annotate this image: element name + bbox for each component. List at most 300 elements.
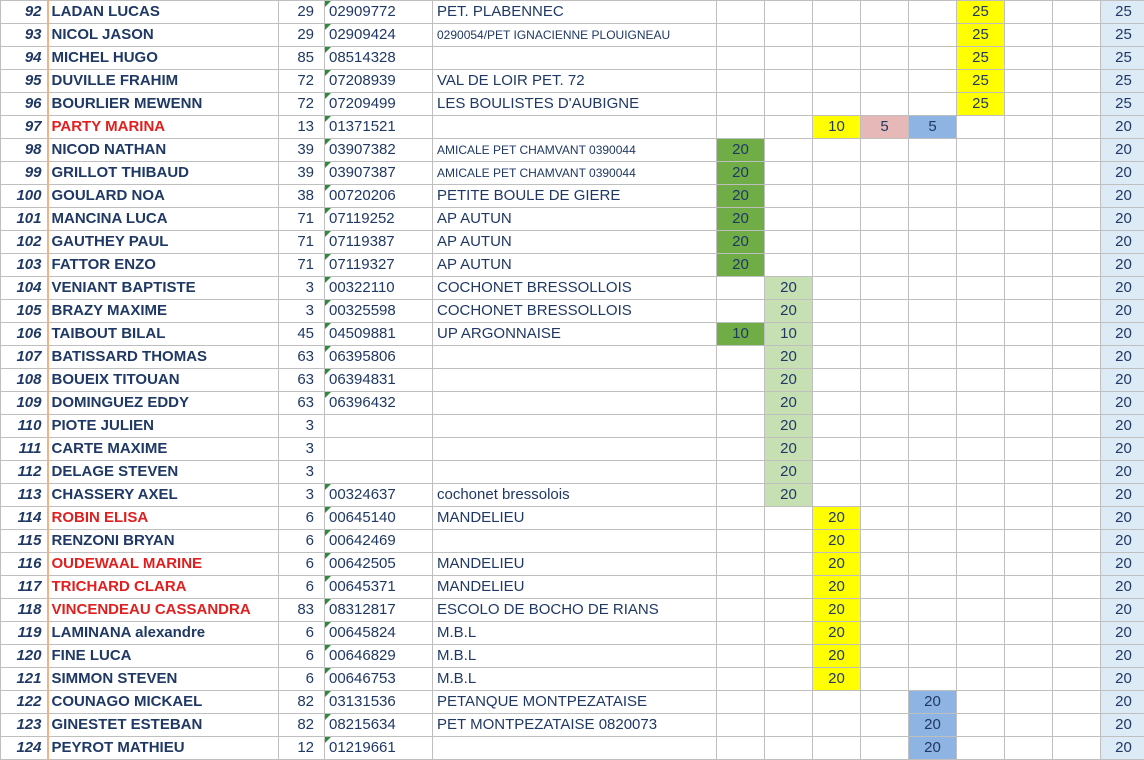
score-cell[interactable]: 20 <box>765 369 813 392</box>
club-cell[interactable] <box>433 461 717 484</box>
player-name-cell[interactable]: SIMMON STEVEN <box>48 668 279 691</box>
score-cell[interactable] <box>861 461 909 484</box>
department-cell[interactable]: 71 <box>279 208 325 231</box>
score-cell[interactable] <box>813 461 861 484</box>
department-cell[interactable]: 3 <box>279 461 325 484</box>
score-cell[interactable] <box>861 185 909 208</box>
score-cell[interactable] <box>909 599 957 622</box>
score-cell[interactable] <box>1053 116 1101 139</box>
score-cell[interactable]: 10 <box>813 116 861 139</box>
player-name-cell[interactable]: LADAN LUCAS <box>48 1 279 24</box>
total-cell[interactable]: 20 <box>1101 116 1144 139</box>
row-number-cell[interactable]: 108 <box>1 369 48 392</box>
score-cell[interactable] <box>813 70 861 93</box>
department-cell[interactable]: 38 <box>279 185 325 208</box>
score-cell[interactable] <box>861 139 909 162</box>
license-cell[interactable] <box>325 461 433 484</box>
player-name-cell[interactable]: NICOL JASON <box>48 24 279 47</box>
department-cell[interactable]: 29 <box>279 24 325 47</box>
score-cell[interactable]: 20 <box>813 553 861 576</box>
score-cell[interactable] <box>765 691 813 714</box>
license-cell[interactable]: 07209499 <box>325 93 433 116</box>
score-cell[interactable] <box>957 599 1005 622</box>
score-cell[interactable] <box>957 553 1005 576</box>
score-cell[interactable]: 20 <box>813 622 861 645</box>
player-name-cell[interactable]: COUNAGO MICKAEL <box>48 691 279 714</box>
score-cell[interactable] <box>861 530 909 553</box>
score-cell[interactable] <box>909 392 957 415</box>
score-cell[interactable] <box>717 507 765 530</box>
score-cell[interactable] <box>813 323 861 346</box>
score-cell[interactable] <box>909 484 957 507</box>
score-cell[interactable]: 20 <box>765 415 813 438</box>
row-number-cell[interactable]: 105 <box>1 300 48 323</box>
score-cell[interactable] <box>1053 277 1101 300</box>
player-name-cell[interactable]: LAMINANA alexandre <box>48 622 279 645</box>
score-cell[interactable] <box>717 645 765 668</box>
score-cell[interactable] <box>861 392 909 415</box>
department-cell[interactable]: 12 <box>279 737 325 760</box>
total-cell[interactable]: 20 <box>1101 208 1144 231</box>
club-cell[interactable]: AMICALE PET CHAMVANT 0390044 <box>433 139 717 162</box>
license-cell[interactable]: 07119327 <box>325 254 433 277</box>
score-cell[interactable] <box>717 1 765 24</box>
score-cell[interactable] <box>1005 530 1053 553</box>
score-cell[interactable] <box>861 24 909 47</box>
score-cell[interactable] <box>957 668 1005 691</box>
license-cell[interactable]: 06396432 <box>325 392 433 415</box>
score-cell[interactable] <box>1005 208 1053 231</box>
row-number-cell[interactable]: 106 <box>1 323 48 346</box>
score-cell[interactable] <box>1053 599 1101 622</box>
score-cell[interactable] <box>909 300 957 323</box>
score-cell[interactable] <box>1005 622 1053 645</box>
row-number-cell[interactable]: 122 <box>1 691 48 714</box>
row-number-cell[interactable]: 116 <box>1 553 48 576</box>
score-cell[interactable] <box>861 438 909 461</box>
score-cell[interactable] <box>1053 185 1101 208</box>
license-cell[interactable]: 07208939 <box>325 70 433 93</box>
club-cell[interactable]: MANDELIEU <box>433 553 717 576</box>
row-number-cell[interactable]: 117 <box>1 576 48 599</box>
player-name-cell[interactable]: DUVILLE FRAHIM <box>48 70 279 93</box>
score-cell[interactable] <box>909 645 957 668</box>
score-cell[interactable] <box>765 208 813 231</box>
score-cell[interactable] <box>957 208 1005 231</box>
score-cell[interactable] <box>765 599 813 622</box>
total-cell[interactable]: 20 <box>1101 737 1144 760</box>
score-cell[interactable] <box>1005 369 1053 392</box>
score-cell[interactable] <box>957 116 1005 139</box>
score-cell[interactable] <box>813 162 861 185</box>
score-cell[interactable]: 20 <box>813 599 861 622</box>
player-name-cell[interactable]: FATTOR ENZO <box>48 254 279 277</box>
score-cell[interactable]: 5 <box>909 116 957 139</box>
score-cell[interactable] <box>1053 231 1101 254</box>
score-cell[interactable]: 25 <box>957 1 1005 24</box>
score-cell[interactable] <box>1005 553 1053 576</box>
score-cell[interactable] <box>765 714 813 737</box>
score-cell[interactable] <box>909 47 957 70</box>
score-cell[interactable] <box>1005 599 1053 622</box>
club-cell[interactable] <box>433 369 717 392</box>
club-cell[interactable] <box>433 392 717 415</box>
score-cell[interactable]: 20 <box>765 277 813 300</box>
score-cell[interactable]: 20 <box>813 668 861 691</box>
total-cell[interactable]: 20 <box>1101 599 1144 622</box>
row-number-cell[interactable]: 113 <box>1 484 48 507</box>
score-cell[interactable] <box>1005 645 1053 668</box>
row-number-cell[interactable]: 93 <box>1 24 48 47</box>
score-cell[interactable]: 20 <box>909 691 957 714</box>
score-cell[interactable] <box>861 231 909 254</box>
score-cell[interactable] <box>717 599 765 622</box>
department-cell[interactable]: 39 <box>279 162 325 185</box>
score-cell[interactable] <box>1005 254 1053 277</box>
score-cell[interactable] <box>909 24 957 47</box>
score-cell[interactable] <box>1053 323 1101 346</box>
license-cell[interactable] <box>325 438 433 461</box>
score-cell[interactable] <box>1053 162 1101 185</box>
club-cell[interactable]: M.B.L <box>433 668 717 691</box>
license-cell[interactable]: 02909772 <box>325 1 433 24</box>
row-number-cell[interactable]: 110 <box>1 415 48 438</box>
score-cell[interactable] <box>813 346 861 369</box>
license-cell[interactable]: 00646829 <box>325 645 433 668</box>
club-cell[interactable]: LES BOULISTES D'AUBIGNE <box>433 93 717 116</box>
score-cell[interactable] <box>909 668 957 691</box>
score-cell[interactable] <box>765 737 813 760</box>
department-cell[interactable]: 29 <box>279 1 325 24</box>
score-cell[interactable] <box>813 737 861 760</box>
score-cell[interactable] <box>717 415 765 438</box>
department-cell[interactable]: 3 <box>279 300 325 323</box>
license-cell[interactable] <box>325 415 433 438</box>
score-cell[interactable] <box>957 645 1005 668</box>
score-cell[interactable] <box>957 714 1005 737</box>
score-cell[interactable] <box>1005 116 1053 139</box>
row-number-cell[interactable]: 123 <box>1 714 48 737</box>
score-cell[interactable] <box>957 691 1005 714</box>
score-cell[interactable] <box>813 369 861 392</box>
score-cell[interactable] <box>717 346 765 369</box>
row-number-cell[interactable]: 102 <box>1 231 48 254</box>
score-cell[interactable] <box>957 622 1005 645</box>
score-cell[interactable] <box>1005 323 1053 346</box>
score-cell[interactable] <box>957 231 1005 254</box>
score-cell[interactable] <box>1053 300 1101 323</box>
score-cell[interactable] <box>861 162 909 185</box>
score-cell[interactable] <box>717 369 765 392</box>
club-cell[interactable] <box>433 346 717 369</box>
score-cell[interactable]: 20 <box>765 346 813 369</box>
club-cell[interactable] <box>433 47 717 70</box>
row-number-cell[interactable]: 118 <box>1 599 48 622</box>
score-cell[interactable]: 20 <box>909 737 957 760</box>
score-cell[interactable] <box>1053 346 1101 369</box>
score-cell[interactable] <box>861 323 909 346</box>
score-cell[interactable] <box>765 254 813 277</box>
total-cell[interactable]: 25 <box>1101 70 1144 93</box>
row-number-cell[interactable]: 124 <box>1 737 48 760</box>
club-cell[interactable]: M.B.L <box>433 622 717 645</box>
club-cell[interactable] <box>433 530 717 553</box>
player-name-cell[interactable]: DELAGE STEVEN <box>48 461 279 484</box>
score-cell[interactable] <box>957 185 1005 208</box>
score-cell[interactable]: 20 <box>813 530 861 553</box>
score-cell[interactable] <box>861 737 909 760</box>
score-cell[interactable] <box>813 392 861 415</box>
score-cell[interactable]: 25 <box>957 24 1005 47</box>
score-cell[interactable] <box>909 254 957 277</box>
score-cell[interactable] <box>1053 93 1101 116</box>
total-cell[interactable]: 20 <box>1101 277 1144 300</box>
score-cell[interactable] <box>909 93 957 116</box>
department-cell[interactable]: 6 <box>279 553 325 576</box>
score-cell[interactable] <box>765 622 813 645</box>
total-cell[interactable]: 25 <box>1101 93 1144 116</box>
player-name-cell[interactable]: PEYROT MATHIEU <box>48 737 279 760</box>
score-cell[interactable] <box>717 93 765 116</box>
score-cell[interactable] <box>813 47 861 70</box>
score-cell[interactable] <box>957 300 1005 323</box>
license-cell[interactable]: 08215634 <box>325 714 433 737</box>
score-cell[interactable]: 20 <box>717 208 765 231</box>
row-number-cell[interactable]: 97 <box>1 116 48 139</box>
row-number-cell[interactable]: 115 <box>1 530 48 553</box>
score-cell[interactable] <box>1053 714 1101 737</box>
score-cell[interactable] <box>765 507 813 530</box>
score-cell[interactable] <box>957 346 1005 369</box>
score-cell[interactable] <box>861 599 909 622</box>
license-cell[interactable]: 04509881 <box>325 323 433 346</box>
player-name-cell[interactable]: PIOTE JULIEN <box>48 415 279 438</box>
club-cell[interactable]: cochonet bressolois <box>433 484 717 507</box>
total-cell[interactable]: 20 <box>1101 231 1144 254</box>
score-cell[interactable] <box>1005 415 1053 438</box>
license-cell[interactable]: 03131536 <box>325 691 433 714</box>
score-cell[interactable] <box>1005 1 1053 24</box>
score-cell[interactable] <box>717 277 765 300</box>
player-name-cell[interactable]: TRICHARD CLARA <box>48 576 279 599</box>
club-cell[interactable]: 0290054/PET IGNACIENNE PLOUIGNEAU <box>433 24 717 47</box>
score-cell[interactable] <box>1053 70 1101 93</box>
player-name-cell[interactable]: NICOD NATHAN <box>48 139 279 162</box>
total-cell[interactable]: 20 <box>1101 415 1144 438</box>
department-cell[interactable]: 6 <box>279 530 325 553</box>
club-cell[interactable] <box>433 415 717 438</box>
score-cell[interactable] <box>813 277 861 300</box>
score-cell[interactable] <box>861 93 909 116</box>
score-cell[interactable] <box>1005 300 1053 323</box>
player-name-cell[interactable]: CHASSERY AXEL <box>48 484 279 507</box>
score-cell[interactable] <box>765 1 813 24</box>
player-name-cell[interactable]: ROBIN ELISA <box>48 507 279 530</box>
score-cell[interactable] <box>813 438 861 461</box>
department-cell[interactable]: 6 <box>279 576 325 599</box>
score-cell[interactable] <box>1005 24 1053 47</box>
score-cell[interactable] <box>861 507 909 530</box>
score-cell[interactable] <box>717 668 765 691</box>
club-cell[interactable]: COCHONET BRESSOLLOIS <box>433 277 717 300</box>
total-cell[interactable]: 20 <box>1101 185 1144 208</box>
club-cell[interactable]: COCHONET BRESSOLLOIS <box>433 300 717 323</box>
score-cell[interactable] <box>1005 277 1053 300</box>
score-cell[interactable] <box>765 116 813 139</box>
club-cell[interactable] <box>433 737 717 760</box>
score-cell[interactable] <box>1005 461 1053 484</box>
total-cell[interactable]: 25 <box>1101 1 1144 24</box>
score-cell[interactable] <box>1053 139 1101 162</box>
player-name-cell[interactable]: BOURLIER MEWENN <box>48 93 279 116</box>
score-cell[interactable]: 20 <box>765 461 813 484</box>
department-cell[interactable]: 71 <box>279 231 325 254</box>
score-cell[interactable] <box>1053 484 1101 507</box>
total-cell[interactable]: 20 <box>1101 691 1144 714</box>
score-cell[interactable]: 25 <box>957 93 1005 116</box>
total-cell[interactable]: 20 <box>1101 576 1144 599</box>
license-cell[interactable]: 02909424 <box>325 24 433 47</box>
club-cell[interactable]: PETANQUE MONTPEZATAISE <box>433 691 717 714</box>
license-cell[interactable]: 01371521 <box>325 116 433 139</box>
player-name-cell[interactable]: BRAZY MAXIME <box>48 300 279 323</box>
department-cell[interactable]: 3 <box>279 484 325 507</box>
score-cell[interactable] <box>861 714 909 737</box>
license-cell[interactable]: 00642505 <box>325 553 433 576</box>
score-cell[interactable] <box>909 530 957 553</box>
score-cell[interactable] <box>909 277 957 300</box>
score-cell[interactable] <box>717 461 765 484</box>
score-cell[interactable] <box>861 553 909 576</box>
player-name-cell[interactable]: MANCINA LUCA <box>48 208 279 231</box>
score-cell[interactable] <box>909 323 957 346</box>
score-cell[interactable] <box>765 645 813 668</box>
score-cell[interactable]: 5 <box>861 116 909 139</box>
score-cell[interactable] <box>765 553 813 576</box>
license-cell[interactable]: 00645824 <box>325 622 433 645</box>
license-cell[interactable]: 00646753 <box>325 668 433 691</box>
row-number-cell[interactable]: 109 <box>1 392 48 415</box>
player-name-cell[interactable]: DOMINGUEZ EDDY <box>48 392 279 415</box>
score-cell[interactable] <box>909 576 957 599</box>
score-cell[interactable] <box>1005 484 1053 507</box>
score-cell[interactable]: 20 <box>813 645 861 668</box>
row-number-cell[interactable]: 101 <box>1 208 48 231</box>
score-cell[interactable] <box>1053 254 1101 277</box>
score-cell[interactable] <box>765 24 813 47</box>
score-cell[interactable] <box>861 208 909 231</box>
department-cell[interactable]: 3 <box>279 438 325 461</box>
score-cell[interactable] <box>1053 576 1101 599</box>
score-cell[interactable]: 20 <box>717 231 765 254</box>
total-cell[interactable]: 25 <box>1101 47 1144 70</box>
club-cell[interactable]: AP AUTUN <box>433 208 717 231</box>
score-cell[interactable] <box>861 645 909 668</box>
department-cell[interactable]: 63 <box>279 369 325 392</box>
license-cell[interactable]: 00645371 <box>325 576 433 599</box>
department-cell[interactable]: 83 <box>279 599 325 622</box>
score-cell[interactable] <box>957 162 1005 185</box>
score-cell[interactable] <box>813 1 861 24</box>
score-cell[interactable] <box>909 346 957 369</box>
score-cell[interactable] <box>861 369 909 392</box>
score-cell[interactable] <box>957 507 1005 530</box>
row-number-cell[interactable]: 96 <box>1 93 48 116</box>
row-number-cell[interactable]: 103 <box>1 254 48 277</box>
score-cell[interactable] <box>765 231 813 254</box>
score-cell[interactable] <box>765 70 813 93</box>
score-cell[interactable]: 20 <box>765 438 813 461</box>
total-cell[interactable]: 20 <box>1101 162 1144 185</box>
score-cell[interactable] <box>1005 507 1053 530</box>
score-cell[interactable] <box>909 553 957 576</box>
score-cell[interactable] <box>861 415 909 438</box>
score-cell[interactable] <box>1053 47 1101 70</box>
score-cell[interactable]: 20 <box>765 300 813 323</box>
score-cell[interactable] <box>957 438 1005 461</box>
department-cell[interactable]: 45 <box>279 323 325 346</box>
score-cell[interactable] <box>861 70 909 93</box>
license-cell[interactable]: 03907387 <box>325 162 433 185</box>
score-cell[interactable] <box>1005 139 1053 162</box>
row-number-cell[interactable]: 98 <box>1 139 48 162</box>
score-cell[interactable] <box>861 622 909 645</box>
club-cell[interactable]: M.B.L <box>433 645 717 668</box>
license-cell[interactable]: 01219661 <box>325 737 433 760</box>
score-cell[interactable] <box>717 438 765 461</box>
club-cell[interactable]: PET MONTPEZATAISE 0820073 <box>433 714 717 737</box>
score-cell[interactable] <box>909 461 957 484</box>
license-cell[interactable]: 08514328 <box>325 47 433 70</box>
score-cell[interactable] <box>813 185 861 208</box>
player-name-cell[interactable]: GAUTHEY PAUL <box>48 231 279 254</box>
score-cell[interactable] <box>813 254 861 277</box>
score-cell[interactable] <box>765 93 813 116</box>
score-cell[interactable] <box>909 208 957 231</box>
score-cell[interactable] <box>909 415 957 438</box>
score-cell[interactable]: 20 <box>909 714 957 737</box>
score-cell[interactable] <box>909 162 957 185</box>
score-cell[interactable] <box>1053 530 1101 553</box>
row-number-cell[interactable]: 99 <box>1 162 48 185</box>
score-cell[interactable] <box>861 576 909 599</box>
total-cell[interactable]: 20 <box>1101 254 1144 277</box>
total-cell[interactable]: 20 <box>1101 323 1144 346</box>
player-name-cell[interactable]: BOUEIX TITOUAN <box>48 369 279 392</box>
department-cell[interactable]: 72 <box>279 70 325 93</box>
score-cell[interactable] <box>1005 438 1053 461</box>
score-cell[interactable] <box>1053 438 1101 461</box>
total-cell[interactable]: 20 <box>1101 139 1144 162</box>
score-cell[interactable] <box>717 622 765 645</box>
license-cell[interactable]: 00642469 <box>325 530 433 553</box>
department-cell[interactable]: 39 <box>279 139 325 162</box>
club-cell[interactable]: UP ARGONNAISE <box>433 323 717 346</box>
score-cell[interactable] <box>909 507 957 530</box>
department-cell[interactable]: 6 <box>279 668 325 691</box>
score-cell[interactable] <box>909 139 957 162</box>
score-cell[interactable] <box>1053 645 1101 668</box>
license-cell[interactable]: 06395806 <box>325 346 433 369</box>
score-cell[interactable]: 20 <box>717 139 765 162</box>
score-cell[interactable] <box>717 300 765 323</box>
row-number-cell[interactable]: 112 <box>1 461 48 484</box>
score-cell[interactable] <box>1005 47 1053 70</box>
total-cell[interactable]: 20 <box>1101 484 1144 507</box>
score-cell[interactable] <box>957 484 1005 507</box>
score-cell[interactable] <box>1005 691 1053 714</box>
total-cell[interactable]: 20 <box>1101 553 1144 576</box>
